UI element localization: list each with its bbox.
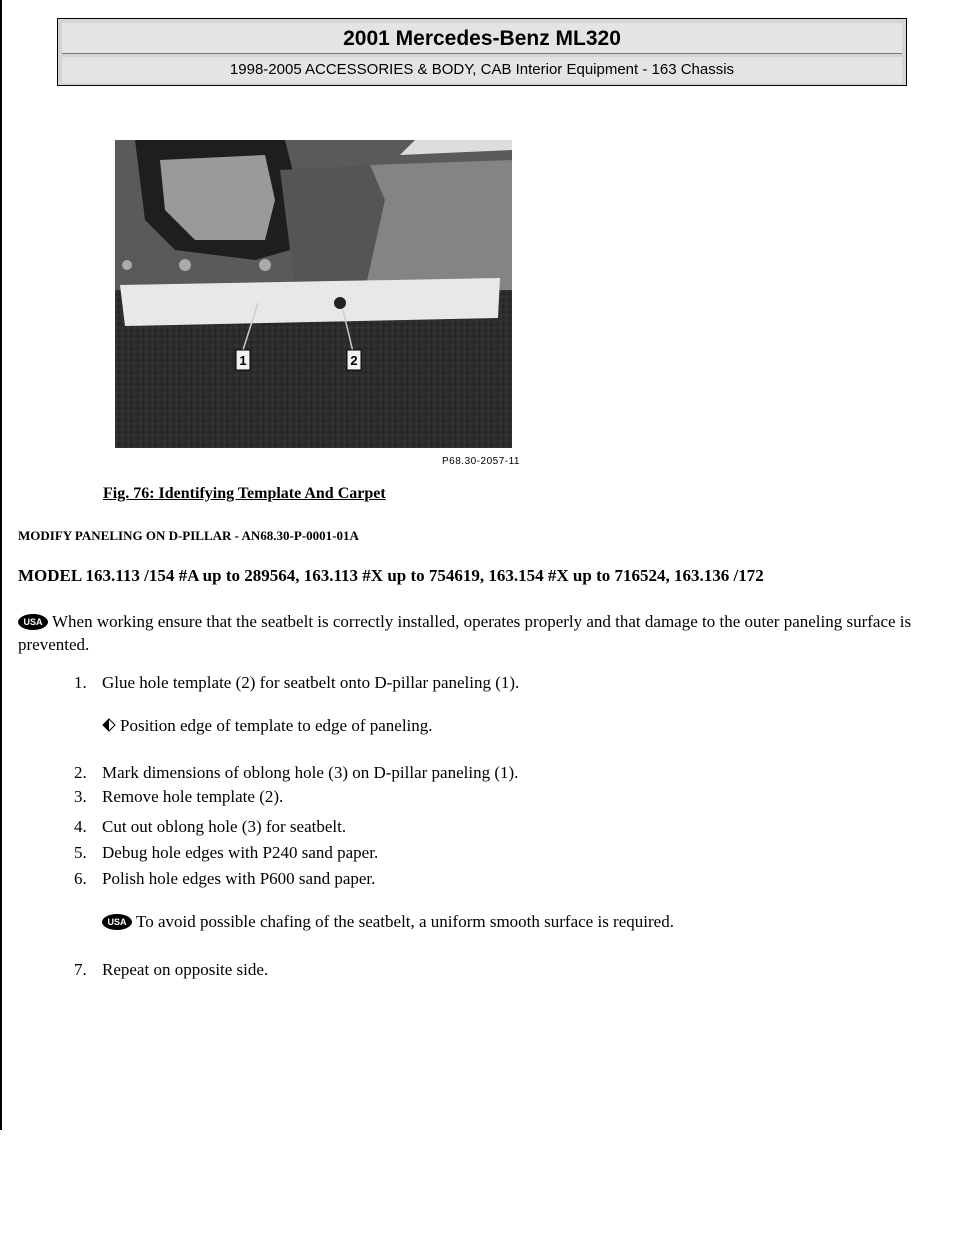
list-item [74, 869, 375, 889]
step-number: 5. [74, 843, 87, 862]
list-item [74, 817, 346, 837]
step-text: Debug hole edges with P240 sand paper. [102, 843, 379, 862]
step-number: 3. [74, 787, 87, 806]
step-text: Glue hole template (2) for seatbelt onto D-pillar paneling (1). [102, 673, 520, 692]
tip-text: Position edge of template to edge of paneling. [120, 716, 433, 735]
list-item [74, 763, 518, 783]
intro-text: When working ensure that the seatbelt is correctly installed, operates properly and that damage to the outer paneling surface is prevented. [18, 612, 912, 654]
usa-note-text: To avoid possible chafing of the seatbelt, a uniform smooth surface is required. [136, 912, 674, 931]
document-subtitle: 1998-2005 ACCESSORIES & BODY, CAB Interior Equipment - 163 Chassis [62, 57, 902, 83]
intro-paragraph [18, 610, 918, 656]
list-item [74, 960, 268, 980]
list-item [74, 843, 378, 863]
step-number: 7. [74, 960, 87, 979]
hole-template [120, 278, 500, 326]
step-text: Repeat on opposite side. [102, 960, 269, 979]
callout-2: 2 [350, 353, 358, 368]
step-number: 1. [74, 673, 87, 692]
photo-reference-label: P68.30-2057-11 [442, 456, 520, 467]
figure-caption[interactable]: Fig. 76: Identifying Template And Carpet [103, 485, 386, 502]
document-header [57, 18, 907, 86]
paneling-surface [365, 160, 512, 290]
step-text: Cut out oblong hole (3) for seatbelt. [102, 817, 347, 836]
list-item [74, 673, 519, 693]
usa-note [102, 912, 674, 932]
tip-note [102, 716, 433, 736]
document-title: 2001 Mercedes-Benz ML320 [62, 23, 902, 54]
usa-icon: USA [18, 614, 48, 630]
usa-icon: USA [102, 914, 132, 930]
step-number: 6. [74, 869, 87, 888]
step-text: Remove hole template (2). [102, 787, 284, 806]
callout-1: 1 [239, 353, 247, 368]
list-item [74, 787, 283, 807]
model-heading: MODEL 163.113 /154 #A up to 289564, 163.113 #X up to 754619, 163.154 #X up to 716524, 163.136 /172 [18, 566, 764, 585]
step-text: Polish hole edges with P600 sand paper. [102, 869, 376, 888]
section-heading: MODIFY PANELING ON D-PILLAR - AN68.30-P-0001-01A [18, 528, 359, 543]
figure-photo [115, 140, 512, 448]
page-left-border [0, 0, 2, 1130]
step-text: Mark dimensions of oblong hole (3) on D-pillar paneling (1). [102, 763, 519, 782]
step-number: 4. [74, 817, 87, 836]
step-number: 2. [74, 763, 87, 782]
tip-diamond-icon [102, 718, 116, 732]
